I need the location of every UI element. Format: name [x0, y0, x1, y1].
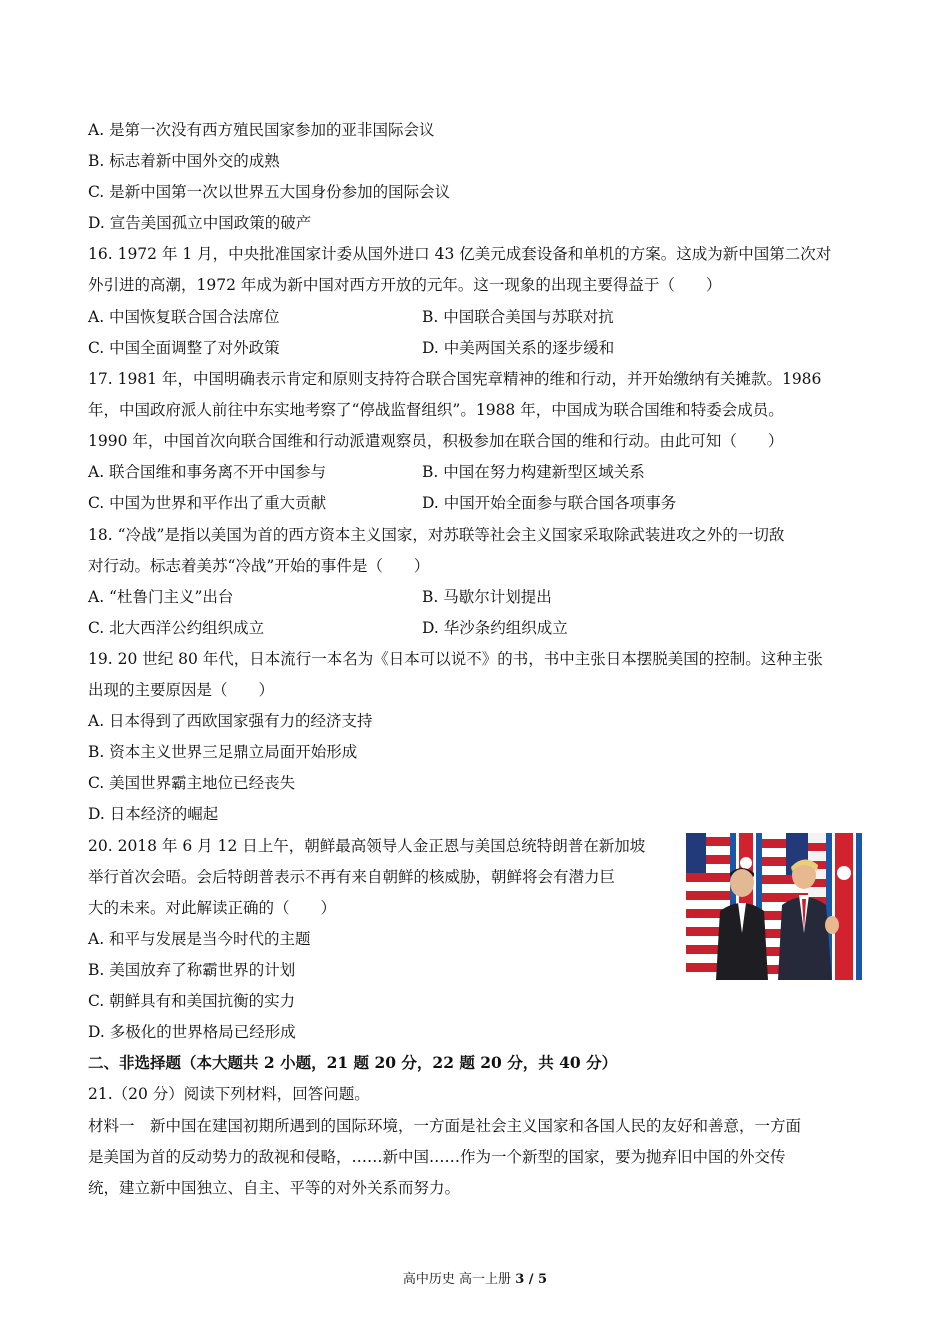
q16-stem-line1: 16. 1972 年 1 月，中央批准国家计委从国外进口 43 亿美元成套设备和单机的方案。这成为新中国第二次对 — [88, 245, 832, 263]
q17-option-b: B. 中国在努力构建新型区域关系 — [422, 463, 645, 481]
q16-option-c: C. 中国全面调整了对外政策 — [88, 339, 280, 357]
q18-option-b: B. 马歇尔计划提出 — [422, 588, 552, 606]
q21-material1-line2: 是美国为首的反动势力的敌视和侵略，……新中国……作为一个新型的国家，要为抛弃旧中国的外交传 — [88, 1148, 786, 1166]
q18-stem-line1: 18. “冷战”是指以美国为首的西方资本主义国家，对苏联等社会主义国家采取除武装进攻之外的一切敌 — [88, 526, 785, 544]
q18-stem-line2: 对行动。标志着美苏“冷战”开始的事件是（ ） — [88, 557, 430, 575]
q16-option-a: A. 中国恢复联合国合法席位 — [88, 308, 280, 326]
page-footer — [0, 1268, 950, 1287]
q20-stem-line1: 20. 2018 年 6 月 12 日上午，朝鲜最高领导人金正恩与美国总统特朗普在新加坡 — [88, 837, 646, 855]
q16-option-b: B. 中国联合美国与苏联对抗 — [422, 308, 614, 326]
q21-material1-line3: 统，建立新中国独立、自主、平等的对外关系而努力。 — [88, 1179, 461, 1197]
q15-option-d: D. 宣告美国孤立中国政策的破产 — [88, 214, 312, 232]
q17-option-a: A. 联合国维和事务离不开中国参与 — [88, 463, 327, 481]
q17-option-c: C. 中国为世界和平作出了重大贡献 — [88, 494, 327, 512]
q20-stem-line2: 举行首次会晤。会后特朗普表示不再有来自朝鲜的核威胁，朝鲜将会有潜力巨 — [88, 868, 616, 886]
q19-option-c: C. 美国世界霸主地位已经丧失 — [88, 774, 296, 792]
q21-stem: 21.（20 分）阅读下列材料，回答问题。 — [88, 1085, 370, 1103]
q18-option-c: C. 北大西洋公约组织成立 — [88, 619, 265, 637]
footer-page-number: 3 / 5 — [515, 1272, 548, 1287]
q21-material1-line1: 材料一 新中国在建国初期所遇到的国际环境，一方面是社会主义国家和各国人民的友好和善意，一方面 — [88, 1117, 802, 1135]
q15-option-a: A. 是第一次没有西方殖民国家参加的亚非国际会议 — [88, 121, 435, 139]
q20-stem-line3: 大的未来。对此解读正确的（ ） — [88, 899, 337, 917]
q20-option-c: C. 朝鲜具有和美国抗衡的实力 — [88, 992, 296, 1010]
q20-option-b: B. 美国放弃了称霸世界的计划 — [88, 961, 296, 979]
q16-stem-line2: 外引进的高潮，1972 年成为新中国对西方开放的元年。这一现象的出现主要得益于（ ） — [88, 276, 722, 294]
q17-stem-line2: 年，中国政府派人前往中东实地考察了“停战监督组织”。1988 年，中国成为联合国维和特委会成员。 — [88, 401, 784, 419]
nk-flag-right-icon — [826, 833, 862, 980]
footer-subject: 高中历史 高一上册 — [402, 1272, 516, 1287]
q19-option-a: A. 日本得到了西欧国家强有力的经济支持 — [88, 712, 373, 730]
q17-option-d: D. 中国开始全面参与联合国各项事务 — [422, 494, 677, 512]
q19-option-b: B. 资本主义世界三足鼎立局面开始形成 — [88, 743, 358, 761]
q20-option-a: A. 和平与发展是当今时代的主题 — [88, 930, 311, 948]
q15-option-c: C. 是新中国第一次以世界五大国身份参加的国际会议 — [88, 183, 451, 201]
q19-stem-line2: 出现的主要原因是（ ） — [88, 681, 275, 699]
q15-option-b: B. 标志着新中国外交的成熟 — [88, 152, 280, 170]
q17-stem-line3: 1990 年，中国首次向联合国维和行动派遣观察员，积极参加在联合国的维和行动。由此可知（ ） — [88, 432, 784, 450]
q18-option-a: A. “杜鲁门主义”出台 — [88, 588, 234, 606]
q20-option-d: D. 多极化的世界格局已经形成 — [88, 1023, 296, 1041]
q16-option-d: D. 中美两国关系的逐步缓和 — [422, 339, 615, 357]
section2-heading: 二、非选择题（本大题共 2 小题，21 题 20 分，22 题 20 分，共 40 分） — [88, 1053, 618, 1072]
q19-option-d: D. 日本经济的崛起 — [88, 805, 219, 823]
summit-photo — [686, 833, 862, 980]
q19-stem-line1: 19. 20 世纪 80 年代，日本流行一本名为《日本可以说不》的书，书中主张日本摆脱美国的控制。这种主张 — [88, 650, 823, 668]
q18-option-d: D. 华沙条约组织成立 — [422, 619, 568, 637]
q17-stem-line1: 17. 1981 年，中国明确表示肯定和原则支持符合联合国宪章精神的维和行动，并开始缴纳有关摊款。1986 — [88, 370, 822, 388]
